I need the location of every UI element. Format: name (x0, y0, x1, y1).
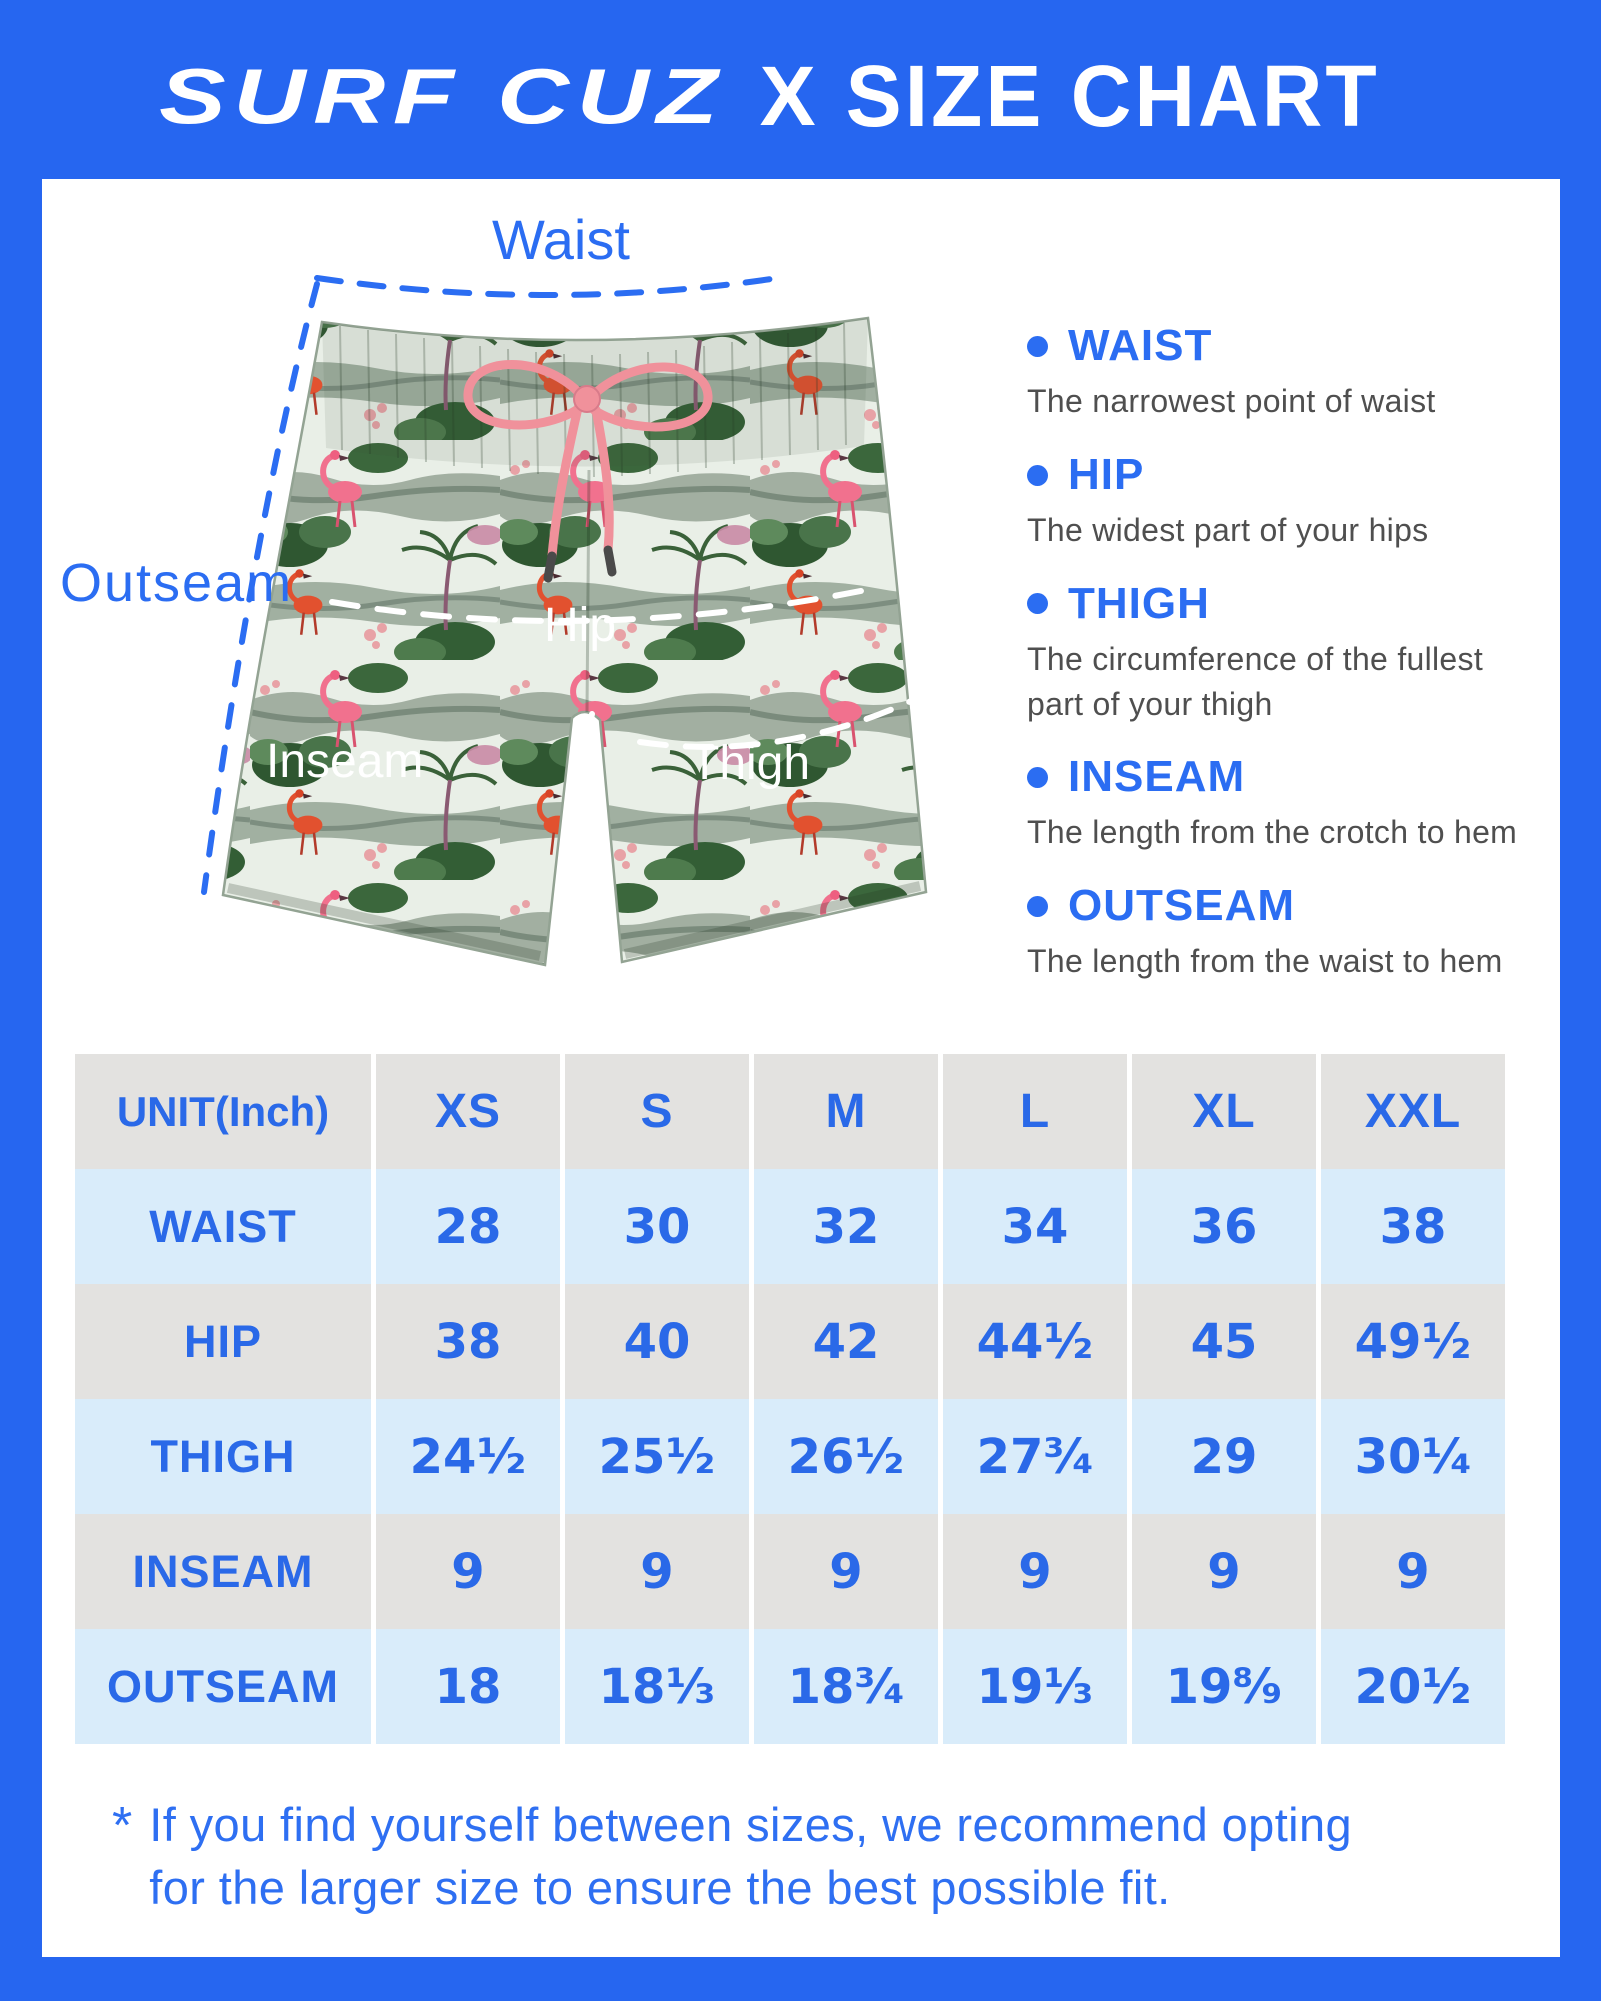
value-cell: 19⁸⁄₉ (1132, 1629, 1316, 1744)
size-table (75, 1054, 1505, 1744)
row-label-thigh: THIGH (75, 1399, 371, 1514)
row-label-hip: HIP (75, 1284, 371, 1399)
guide-definition: The widest part of your hips (1027, 512, 1429, 549)
bullet-dot-icon (1027, 593, 1048, 614)
size-col-xxl: XXL (1321, 1054, 1505, 1169)
value-cell: 38 (1321, 1169, 1505, 1284)
value-cell: 38 (376, 1284, 560, 1399)
inseam-annotation-label: Inseam (266, 735, 424, 788)
value-cell: 18³⁄₄ (754, 1629, 938, 1744)
footnote (112, 1794, 1352, 1920)
x-separator: X (759, 48, 816, 143)
value-cell: 26¹⁄₂ (754, 1399, 938, 1514)
value-cell: 9 (754, 1514, 938, 1629)
guide-term: INSEAM (1068, 752, 1246, 802)
value-cell: 30¹⁄₄ (1321, 1399, 1505, 1514)
value-cell: 29 (1132, 1399, 1316, 1514)
guide-item-outseam (1027, 882, 1539, 984)
value-cell: 42 (754, 1284, 938, 1399)
waist-annotation-label: Waist (492, 208, 630, 271)
guide-term: THIGH (1068, 578, 1210, 628)
bullet-dot-icon (1027, 336, 1048, 357)
guide-definition: The narrowest point of waist (1027, 383, 1436, 420)
guide-item-hip (1027, 451, 1539, 553)
guide-definition: The length from the waist to hem (1027, 943, 1503, 980)
guide-term: WAIST (1068, 321, 1213, 370)
hip-annotation-label: Hip (544, 599, 617, 652)
guide-term: HIP (1068, 449, 1145, 499)
unit-header-cell: UNIT(Inch) (75, 1054, 371, 1169)
row-label-waist: WAIST (75, 1169, 371, 1284)
size-col-xl: XL (1132, 1054, 1316, 1169)
value-cell: 49¹⁄₂ (1321, 1284, 1505, 1399)
value-cell: 32 (754, 1169, 938, 1284)
guide-definition: The circumference of the fullest part of your thigh (1027, 641, 1484, 722)
footnote-marker: * (112, 1797, 133, 1855)
outseam-annotation-label: Outseam (60, 553, 294, 613)
brand-logo: SURF CUZ (159, 51, 726, 140)
value-cell: 36 (1132, 1169, 1316, 1284)
size-col-m: M (754, 1054, 938, 1169)
value-cell: 27³⁄₄ (943, 1399, 1127, 1514)
bullet-dot-icon (1027, 767, 1048, 788)
size-col-s: S (565, 1054, 749, 1169)
footnote-text (149, 1794, 1352, 1920)
size-col-l: L (943, 1054, 1127, 1169)
footnote-line-1: If you find yourself between sizes, we recommend opting (149, 1798, 1353, 1851)
value-cell: 30 (565, 1169, 749, 1284)
value-cell: 45 (1132, 1284, 1316, 1399)
value-cell: 28 (376, 1169, 560, 1284)
bullet-dot-icon (1027, 465, 1048, 486)
waist-dash-line (317, 278, 778, 295)
value-cell: 9 (565, 1514, 749, 1629)
value-cell: 9 (376, 1514, 560, 1629)
value-cell: 9 (1321, 1514, 1505, 1629)
value-cell: 20¹⁄₂ (1321, 1629, 1505, 1744)
value-cell: 34 (943, 1169, 1127, 1284)
row-label-outseam: OUTSEAM (75, 1629, 371, 1744)
value-cell: 9 (1132, 1514, 1316, 1629)
footnote-line-2: for the larger size to ensure the best possible fit. (149, 1860, 1171, 1914)
page-title: SIZE CHART (845, 46, 1380, 145)
thigh-annotation-label: Thigh (690, 737, 811, 790)
size-col-xs: XS (376, 1054, 560, 1169)
row-label-inseam: INSEAM (75, 1514, 371, 1629)
value-cell: 40 (565, 1284, 749, 1399)
value-cell: 44¹⁄₂ (943, 1284, 1127, 1399)
measurement-guide (1027, 322, 1539, 1011)
guide-item-inseam (1027, 753, 1539, 855)
value-cell: 19¹⁄₃ (943, 1629, 1127, 1744)
value-cell: 18¹⁄₃ (565, 1629, 749, 1744)
guide-term: OUTSEAM (1068, 880, 1295, 930)
guide-item-thigh (1027, 580, 1539, 726)
guide-item-waist (1027, 322, 1539, 424)
value-cell: 9 (943, 1514, 1127, 1629)
value-cell: 24¹⁄₂ (376, 1399, 560, 1514)
value-cell: 25¹⁄₂ (565, 1399, 749, 1514)
value-cell: 18 (376, 1629, 560, 1744)
guide-definition: The length from the crotch to hem (1027, 814, 1518, 851)
bullet-dot-icon (1027, 896, 1048, 917)
